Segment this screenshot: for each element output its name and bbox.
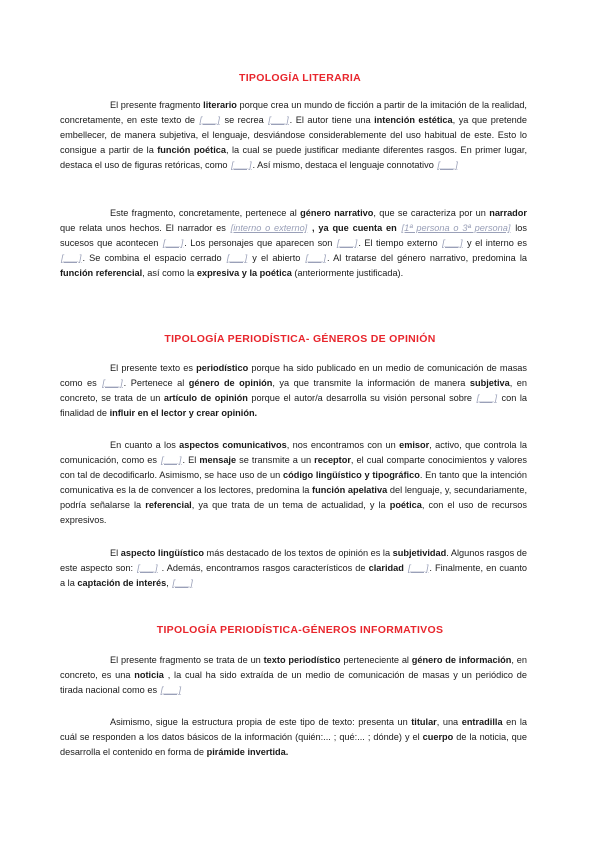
blank-placeholder[interactable]: [interno o externo] [230, 223, 308, 234]
section-title-opinion: TIPOLOGÍA PERIODÍSTICA- GÉNEROS DE OPINIÓN [164, 333, 436, 345]
blank-placeholder[interactable]: [___] [231, 160, 252, 171]
blank-placeholder[interactable]: [___] [137, 563, 158, 574]
blank-placeholder[interactable]: [1ª persona o 3ª persona] [401, 223, 511, 234]
blank-placeholder[interactable]: [___] [61, 253, 82, 264]
blank-placeholder[interactable]: [___] [161, 455, 182, 466]
blank-placeholder[interactable]: [___] [268, 115, 289, 126]
paragraph-opinion-2: En cuanto a los aspectos comunicativos, nos encontramos con un emisor, activo, que controla la comunicación, como es [___]. El mensaje se transmite a un receptor, el cual comparte conocimientos y valores con tal de decodificarlo. Asimismo, se hace uso de un código lingüístico y tipográfico. En tanto que la intención comunicativa es la de convencer a los lectores, predomina la función apelativa del lenguaje, y, secundariamente, podría señalarse la referencial, ya que trata de un tema de actualidad, y la poética, con el uso de recursos expresivos. [60, 440, 528, 526]
paragraph-informativos-2: Asimismo, sigue la estructura propia de este tipo de texto: presenta un titular, una entradilla en la cuál se responden a los datos básicos de la información (quién:... ; qué:... ; dónde) y el cuerpo de la noticia, que desarrolla el contenido en forma de pirámide invertida. [60, 717, 527, 758]
blank-placeholder[interactable]: [___] [305, 253, 326, 264]
section-title-literaria: TIPOLOGÍA LITERARIA [239, 72, 361, 84]
blank-placeholder[interactable]: [___] [160, 685, 182, 696]
blank-placeholder[interactable]: [___] [199, 115, 220, 126]
blank-placeholder[interactable]: [___] [172, 578, 193, 589]
paragraph-literaria-1: El presente fragmento literario porque crea un mundo de ficción a partir de la imitación de la realidad, concretamente, en este texto de [___] se recrea [___]. El autor tiene una intención estética, ya que pretende embellecer, de manera subjetiva, el lenguaje, desviándose considerablemente del uso habitual de este. Esto lo consigue a partir de la función poética, la cual se puede justificar mediante diferentes rasgos. En primer lugar, destaca el uso de figuras retóricas, como [___]. Así mismo, destaca el lenguaje connotativo [___] [60, 100, 528, 171]
paragraph-informativos-1: El presente fragmento se trata de un texto periodístico perteneciente al género de información, en concreto, es una noticia , la cual ha sido extraída de un medio de comunicación de masas y un periódico de tirada nacional como es [___] [60, 655, 527, 696]
blank-placeholder[interactable]: [___] [442, 238, 463, 249]
blank-placeholder[interactable]: [___] [407, 563, 429, 574]
paragraph-opinion-1: El presente texto es periodístico porque ha sido publicado en un medio de comunicación de masas como es [___]. Pertenece al género de opinión, ya que transmite la información de manera subjetiva, en concreto, se trata de un artículo de opinión porque el autor/a desarrolla su visión personal sobre [___] con la finalidad de influir en el lector y crear opinión. [60, 363, 528, 419]
blank-placeholder[interactable]: [___] [226, 253, 248, 264]
paragraph-literaria-2: Este fragmento, concretamente, pertenece al género narrativo, que se caracteriza por un narrador que relata unos hechos. El narrador es [interno o externo] , ya que cuenta en [1ª persona o 3ª persona] los sucesos que acontecen [___]. Los personajes que aparecen son [___]. El tiempo externo [___] y el interno es [___]. Se combina el espacio cerrado [___] y el abierto [___]. Al tratarse del género narrativo, predomina la función referencial, así como la expresiva y la poética (anteriormente justificada). [60, 208, 528, 279]
blank-placeholder[interactable]: [___] [476, 393, 497, 404]
blank-placeholder[interactable]: [___] [336, 238, 358, 249]
section-title-informativos: TIPOLOGÍA PERIODÍSTICA-GÉNEROS INFORMATIVOS [156, 624, 444, 636]
blank-placeholder[interactable]: [___] [162, 238, 184, 249]
blank-placeholder[interactable]: [___] [102, 378, 123, 389]
paragraph-opinion-3: El aspecto lingüístico más destacado de los textos de opinión es la subjetividad. Algunos rasgos de este aspecto son: [___] . Además, encontramos rasgos característicos de claridad [___]. Finalmente, en cuanto a la captación de interés, [___] [60, 548, 527, 589]
blank-placeholder[interactable]: [___] [437, 160, 458, 171]
